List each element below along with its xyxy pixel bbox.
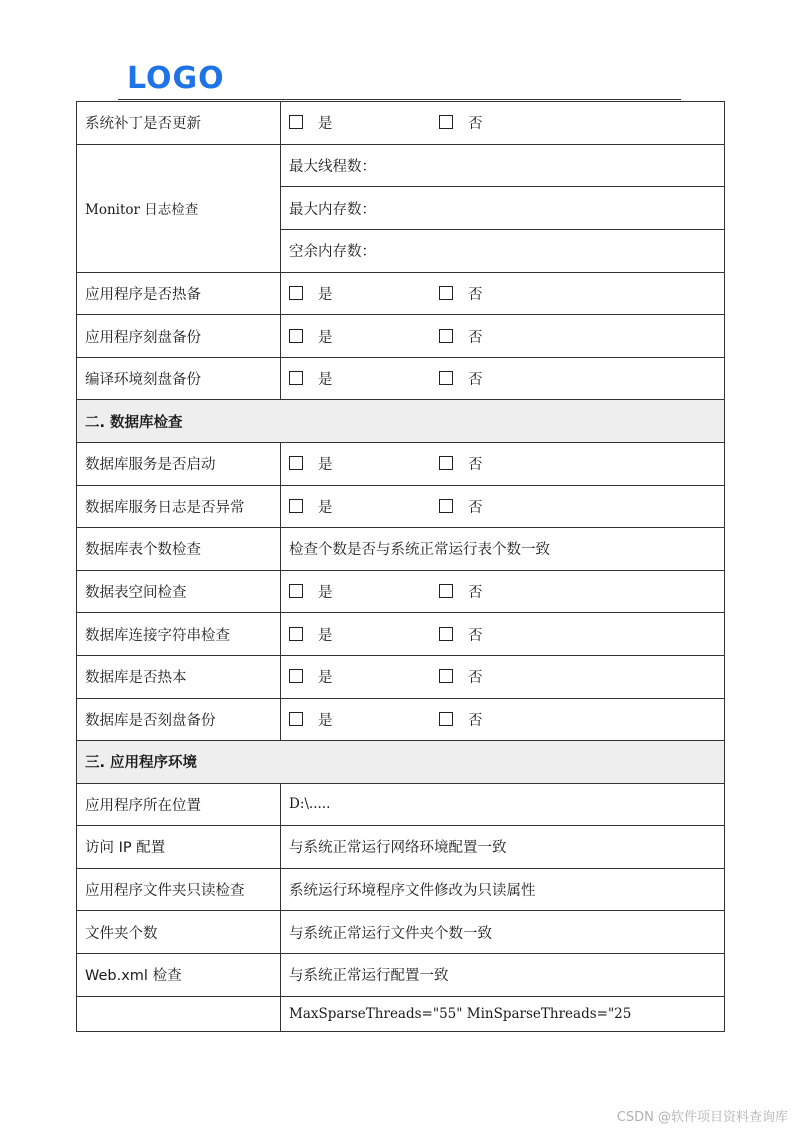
no-label: 否 — [468, 627, 483, 644]
row-label: 应用程序是否热备 — [77, 272, 281, 315]
row-label: 应用程序所在位置 — [77, 783, 281, 826]
yes-no-options — [281, 102, 725, 145]
row-label: 数据库服务日志是否异常 — [77, 485, 281, 528]
checkbox-icon[interactable] — [439, 627, 453, 641]
row-value: 系统运行环境程序文件修改为只读属性 — [281, 868, 725, 911]
yes-label: 是 — [318, 372, 333, 389]
yes-no-options — [281, 698, 725, 741]
yes-label: 是 — [318, 116, 333, 133]
checkbox-icon[interactable] — [289, 115, 303, 129]
checkbox-icon[interactable] — [439, 371, 453, 385]
no-option[interactable] — [439, 666, 483, 687]
yes-label: 是 — [318, 286, 333, 303]
no-label: 否 — [468, 585, 483, 602]
checkbox-icon[interactable] — [289, 286, 303, 300]
row-label: Web.xml 检查 — [77, 953, 281, 996]
yes-option[interactable] — [289, 112, 439, 133]
yes-label: 是 — [318, 670, 333, 687]
row-label: 数据库是否热本 — [77, 655, 281, 698]
header-rule — [118, 99, 681, 100]
no-label: 否 — [468, 329, 483, 346]
checkbox-icon[interactable] — [289, 627, 303, 641]
row-label: 数据表空间检查 — [77, 570, 281, 613]
yes-no-options — [281, 570, 725, 613]
yes-option[interactable] — [289, 496, 439, 517]
yes-no-options — [281, 613, 725, 656]
table-row — [77, 485, 725, 528]
checkbox-icon[interactable] — [439, 669, 453, 683]
checkbox-icon[interactable] — [289, 371, 303, 385]
checkbox-icon[interactable] — [289, 499, 303, 513]
no-option[interactable] — [439, 709, 483, 730]
table-row — [77, 272, 725, 315]
yes-no-options — [281, 357, 725, 400]
no-option[interactable] — [439, 496, 483, 517]
checkbox-icon[interactable] — [289, 712, 303, 726]
yes-no-options — [281, 272, 725, 315]
table-row — [77, 613, 725, 656]
no-option[interactable] — [439, 326, 483, 347]
table-row — [77, 102, 725, 145]
table-row — [77, 826, 725, 869]
yes-label: 是 — [318, 499, 333, 516]
yes-option[interactable] — [289, 666, 439, 687]
no-label: 否 — [468, 116, 483, 133]
table-row — [77, 144, 725, 187]
no-option[interactable] — [439, 581, 483, 602]
section-heading: 三. 应用程序环境 — [77, 741, 725, 784]
row-value: MaxSparseThreads="55" MinSparseThreads="25 — [281, 996, 725, 1031]
yes-option[interactable] — [289, 624, 439, 645]
table-row — [77, 783, 725, 826]
no-option[interactable] — [439, 453, 483, 474]
yes-no-options — [281, 442, 725, 485]
yes-no-options — [281, 655, 725, 698]
section-row — [77, 741, 725, 784]
no-option[interactable] — [439, 624, 483, 645]
row-label: 访问 IP 配置 — [77, 826, 281, 869]
table-row — [77, 868, 725, 911]
checkbox-icon[interactable] — [439, 456, 453, 470]
no-label: 否 — [468, 712, 483, 729]
yes-label: 是 — [318, 585, 333, 602]
checkbox-icon[interactable] — [289, 329, 303, 343]
watermark-footer: CSDN @软件项目资料查询库 — [616, 1110, 788, 1125]
checkbox-icon[interactable] — [289, 669, 303, 683]
row-label-text: Monitor 日志检查 — [85, 202, 199, 219]
row-value: D:\..... — [281, 783, 725, 826]
checkbox-icon[interactable] — [439, 584, 453, 598]
yes-option[interactable] — [289, 581, 439, 602]
table-row — [77, 442, 725, 485]
checkbox-icon[interactable] — [439, 499, 453, 513]
row-label: 编译环境刻盘备份 — [77, 357, 281, 400]
table-row — [77, 528, 725, 571]
table-row — [77, 698, 725, 741]
yes-option[interactable] — [289, 709, 439, 730]
no-option[interactable] — [439, 368, 483, 389]
yes-label: 是 — [318, 627, 333, 644]
row-label: 文件夹个数 — [77, 911, 281, 954]
yes-no-options — [281, 485, 725, 528]
checkbox-icon[interactable] — [289, 584, 303, 598]
section-row — [77, 400, 725, 443]
checkbox-icon[interactable] — [439, 712, 453, 726]
yes-option[interactable] — [289, 368, 439, 389]
checkbox-icon[interactable] — [439, 286, 453, 300]
yes-option[interactable] — [289, 326, 439, 347]
metric-field[interactable]: 空余内存数： — [281, 229, 725, 272]
checkbox-icon[interactable] — [289, 456, 303, 470]
row-value: 与系统正常运行文件夹个数一致 — [281, 911, 725, 954]
section-heading: 二. 数据库检查 — [77, 400, 725, 443]
no-label: 否 — [468, 670, 483, 687]
row-value: 与系统正常运行配置一致 — [281, 953, 725, 996]
metric-field[interactable]: 最大线程数： — [281, 144, 725, 187]
yes-label: 是 — [318, 329, 333, 346]
row-label — [77, 996, 281, 1031]
checklist-table — [76, 101, 725, 1032]
no-label: 否 — [468, 457, 483, 474]
no-label: 否 — [468, 499, 483, 516]
yes-label: 是 — [318, 712, 333, 729]
logo: LOGO — [127, 61, 225, 96]
row-label: 数据库服务是否启动 — [77, 442, 281, 485]
row-label: 系统补丁是否更新 — [77, 102, 281, 145]
yes-no-options — [281, 315, 725, 358]
no-label: 否 — [468, 286, 483, 303]
table-row — [77, 315, 725, 358]
row-label: 数据库连接字符串检查 — [77, 613, 281, 656]
row-label: 应用程序文件夹只读检查 — [77, 868, 281, 911]
table-row — [77, 953, 725, 996]
checkbox-icon[interactable] — [439, 115, 453, 129]
row-label — [77, 144, 281, 272]
checkbox-icon[interactable] — [439, 329, 453, 343]
yes-label: 是 — [318, 457, 333, 474]
row-label: 数据库是否刻盘备份 — [77, 698, 281, 741]
table-row — [77, 655, 725, 698]
yes-option[interactable] — [289, 283, 439, 304]
no-option[interactable] — [439, 283, 483, 304]
table-row — [77, 911, 725, 954]
row-value: 与系统正常运行网络环境配置一致 — [281, 826, 725, 869]
row-value: 检查个数是否与系统正常运行表个数一致 — [281, 528, 725, 571]
yes-option[interactable] — [289, 453, 439, 474]
row-label: 数据库表个数检查 — [77, 528, 281, 571]
no-label: 否 — [468, 372, 483, 389]
metric-field[interactable]: 最大内存数： — [281, 187, 725, 230]
no-option[interactable] — [439, 112, 483, 133]
table-row — [77, 357, 725, 400]
table-row — [77, 996, 725, 1031]
table-row — [77, 570, 725, 613]
row-label: 应用程序刻盘备份 — [77, 315, 281, 358]
